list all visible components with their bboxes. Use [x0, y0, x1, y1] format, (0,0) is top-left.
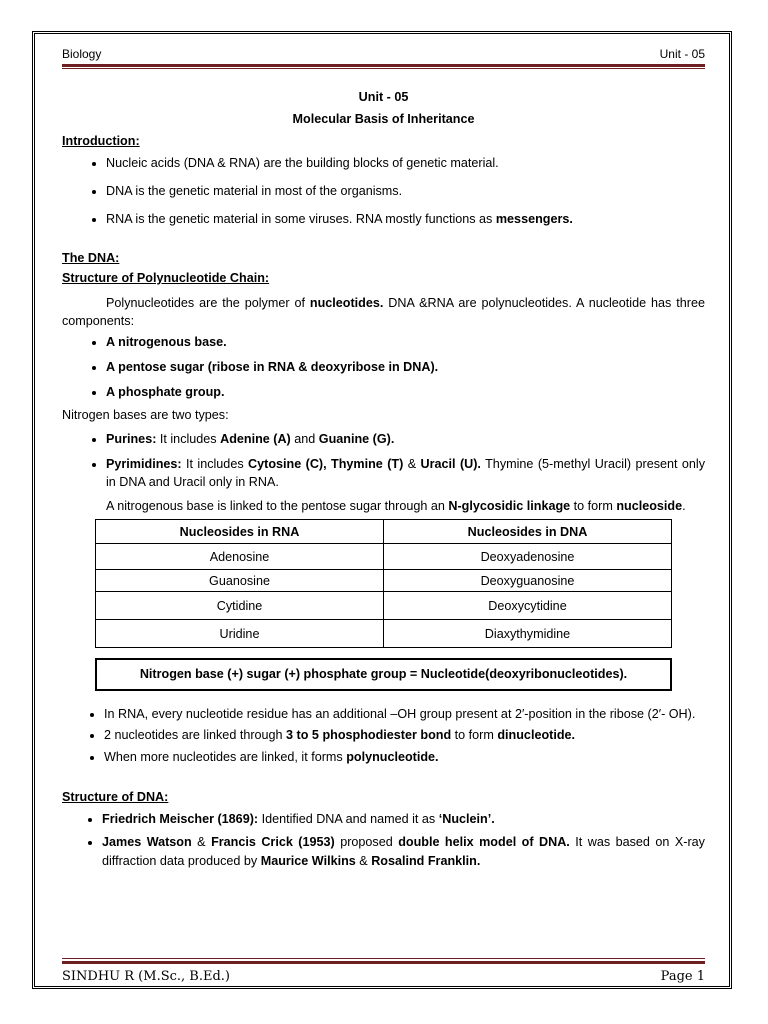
intro-list: [62, 155, 705, 227]
nucleoside-paragraph: A nitrogenous base is linked to the pentose sugar through an N-glycosidic linkage to form nucleoside.: [106, 499, 686, 513]
list-item: • 2 nucleotides are linked through 3 to 5 phosphodiester bond to form dinucleotide.: [104, 727, 705, 743]
title-unit: Unit - 05: [358, 90, 409, 104]
list-item: • RNA is the genetic material in some viruses. RNA mostly functions as messengers.: [106, 211, 705, 227]
table-row: [96, 592, 672, 620]
footer-rule: [62, 961, 705, 964]
structure-list: [62, 811, 705, 871]
table-cell: Diaxythymidine: [384, 620, 672, 648]
structure-heading: Structure of DNA:: [62, 790, 169, 804]
footer-page-number: Page 1: [660, 969, 705, 984]
list-item: • In RNA, every nucleotide residue has an additional –OH group present at 2′-position in the ribose (2′- OH).: [104, 704, 705, 724]
table-cell: Guanosine: [96, 570, 384, 592]
list-item: • Nucleic acids (DNA & RNA) are the building blocks of genetic material.: [106, 155, 705, 171]
table-header-dna: Nucleosides in DNA: [384, 520, 672, 544]
title-topic: Molecular Basis of Inheritance: [292, 112, 475, 126]
header-rule: [62, 64, 705, 67]
nucleotide-points: [62, 704, 705, 765]
table-cell: Deoxycytidine: [384, 592, 672, 620]
list-item: • When more nucleotides are linked, it forms polynucleotide.: [104, 749, 705, 765]
list-item: • A nitrogenous base.: [106, 334, 705, 350]
bases-list: [62, 431, 705, 491]
table-cell: Adenosine: [96, 544, 384, 570]
list-item: • A phosphate group.: [106, 384, 705, 400]
header-subject: Biology: [62, 47, 102, 61]
nucleoside-table: [95, 519, 672, 648]
table-cell: Uridine: [96, 620, 384, 648]
list-item: • Friedrich Meischer (1869): Identified DNA and named it as ‘Nuclein’.: [102, 811, 705, 827]
list-item: • Purines: It includes Adenine (A) and Guanine (G).: [106, 431, 705, 447]
footer-author: SINDHU R (M.Sc., B.Ed.): [62, 969, 230, 984]
intro-heading: Introduction:: [62, 134, 140, 148]
footer-rule-thin: [62, 958, 705, 959]
table-row: [96, 620, 672, 648]
table-header-rna: Nucleosides in RNA: [96, 520, 384, 544]
bases-intro: Nitrogen bases are two types:: [62, 408, 229, 422]
table-cell: Deoxyguanosine: [384, 570, 672, 592]
header-unit: Unit - 05: [659, 47, 705, 61]
polynucleotide-paragraph: Polynucleotides are the polymer of nucleotides. DNA &RNA are polynucleotides. A nucleotide has three components:: [62, 296, 705, 328]
component-list: [62, 334, 705, 400]
polynucleotide-heading: Structure of Polynucleotide Chain:: [62, 271, 270, 285]
table-row: [96, 570, 672, 592]
page-content: [62, 88, 705, 871]
table-header-row: [96, 520, 672, 544]
dna-heading: The DNA:: [62, 251, 120, 265]
list-item: • James Watson & Francis Crick (1953) proposed double helix model of DNA. It was based on X-ray diffraction data produced by Maurice Wilkins & Rosalind Franklin.: [102, 833, 705, 871]
nucleotide-formula-box: Nitrogen base (+) sugar (+) phosphate group = Nucleotide(deoxyribonucleotides).: [95, 658, 672, 691]
table-cell: Deoxyadenosine: [384, 544, 672, 570]
table-row: [96, 544, 672, 570]
list-item: • Pyrimidines: It includes Cytosine (C), Thymine (T) & Uracil (U). Thymine (5-methyl Uracil) present only in DNA and Uracil only in RNA.: [106, 455, 705, 491]
table-cell: Cytidine: [96, 592, 384, 620]
list-item: • A pentose sugar (ribose in RNA & deoxyribose in DNA).: [106, 359, 705, 375]
list-item: • DNA is the genetic material in most of the organisms.: [106, 183, 705, 199]
header-rule-thin: [62, 68, 705, 69]
